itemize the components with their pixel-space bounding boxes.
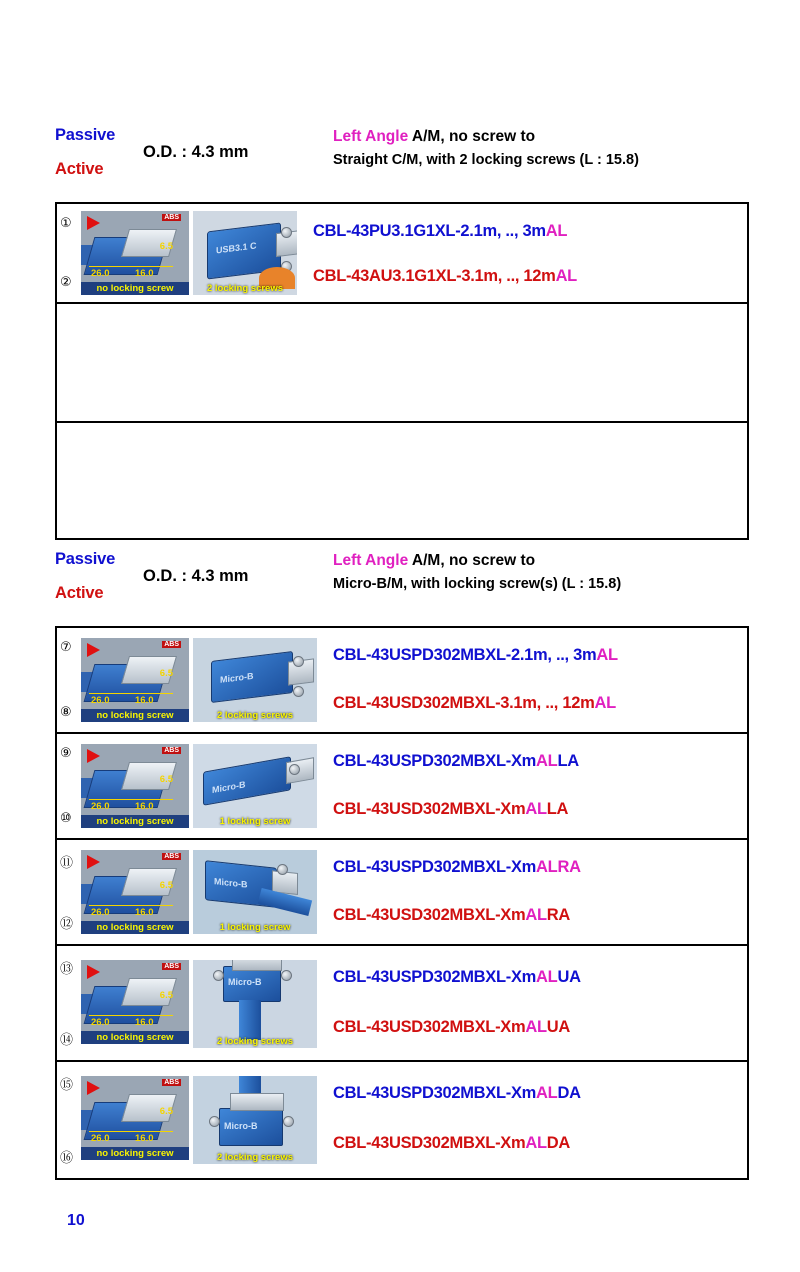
dimension-rule bbox=[89, 905, 173, 906]
table-row bbox=[57, 1062, 747, 1178]
abs-badge: ABS bbox=[164, 963, 179, 970]
part-number-active bbox=[333, 1134, 570, 1153]
left-connector-photo-cell bbox=[79, 204, 191, 302]
row-number-top: ⑦ bbox=[60, 640, 72, 655]
part-number-active-base: CBL-43USD302MBXL-Xm bbox=[333, 1018, 526, 1036]
dimension-width: 26.0 bbox=[91, 907, 110, 918]
left-angle-highlight: Left Angle bbox=[333, 552, 409, 569]
connector-spec-line-1-rest: A/M, no screw to bbox=[408, 128, 536, 145]
part-number-cell bbox=[319, 734, 747, 838]
row-number-top: ⑪ bbox=[60, 856, 74, 871]
connector-spec-line-1-rest: A/M, no screw to bbox=[408, 552, 536, 569]
dimension-width: 26.0 bbox=[91, 801, 110, 812]
part-number-active-base: CBL-43USD302MBXL-Xm bbox=[333, 906, 526, 924]
row-number-bottom: ⑭ bbox=[60, 1033, 74, 1048]
right-connector-photo-cell bbox=[191, 204, 299, 302]
left-connector-photo-cell bbox=[79, 1062, 191, 1178]
locking-screw bbox=[293, 656, 304, 667]
part-number-active-suffix: AL bbox=[555, 267, 577, 285]
part-number-active-suffix: AL bbox=[525, 800, 547, 818]
abs-badge: ABS bbox=[164, 641, 179, 648]
row-index-cell bbox=[57, 840, 79, 944]
row-number-top: ① bbox=[60, 216, 72, 231]
part-number-passive-base: CBL-43USPD302MBXL-Xm bbox=[333, 858, 537, 876]
micro-b-connector-photo bbox=[193, 1076, 317, 1164]
arrow-icon bbox=[87, 216, 100, 230]
right-connector-photo-cell bbox=[191, 304, 299, 421]
page-number: 10 bbox=[67, 1212, 85, 1229]
arrow-icon bbox=[87, 1081, 100, 1095]
part-number-passive bbox=[313, 222, 567, 241]
row-number-bottom: ⑯ bbox=[60, 1151, 74, 1166]
part-number-passive bbox=[333, 646, 618, 665]
row-number-bottom: ⑩ bbox=[60, 811, 72, 826]
cable-jacket bbox=[239, 1000, 261, 1040]
dimension-height: 6.5 bbox=[159, 1106, 173, 1117]
row-index-cell bbox=[57, 423, 79, 538]
section-1-table bbox=[55, 202, 749, 540]
part-number-passive-suffix: AL bbox=[596, 646, 618, 664]
connector-label: Micro-B bbox=[212, 779, 246, 796]
photo-caption: no locking screw bbox=[81, 815, 189, 828]
passive-label: Passive bbox=[55, 550, 116, 568]
usb-a-plug-photo bbox=[81, 850, 189, 934]
section-2-header bbox=[55, 550, 755, 622]
part-number-active bbox=[333, 1018, 570, 1037]
dimension-width-2: 16.0 bbox=[135, 907, 154, 918]
part-number-passive-suffix: AL bbox=[536, 968, 558, 986]
table-row bbox=[57, 204, 747, 304]
dimension-height: 6.5 bbox=[159, 668, 173, 679]
part-number-passive-suffix: AL bbox=[536, 858, 558, 876]
arrow-icon bbox=[87, 855, 100, 869]
part-number-passive-suffix: AL bbox=[536, 1084, 558, 1102]
micro-b-connector-photo bbox=[193, 850, 317, 934]
arrow-icon bbox=[87, 643, 100, 657]
part-number-passive-code: RA bbox=[557, 858, 581, 876]
connector-shell bbox=[203, 756, 291, 806]
locking-screw bbox=[283, 1116, 294, 1127]
part-number-active bbox=[333, 906, 570, 925]
photo-caption: 2 locking screws bbox=[216, 710, 294, 721]
part-number-cell bbox=[319, 628, 747, 732]
connector-tip bbox=[232, 960, 282, 971]
abs-badge: ABS bbox=[164, 853, 179, 860]
dimension-height: 6.5 bbox=[159, 241, 173, 252]
dimension-width: 26.0 bbox=[91, 1133, 110, 1144]
part-number-cell bbox=[319, 1062, 747, 1178]
part-number-cell bbox=[319, 840, 747, 944]
photo-caption: no locking screw bbox=[81, 921, 189, 934]
left-angle-highlight: Left Angle bbox=[333, 128, 409, 145]
row-index-cell bbox=[57, 628, 79, 732]
locking-screw bbox=[281, 970, 292, 981]
left-connector-photo-cell bbox=[79, 946, 191, 1060]
connector-spec-line-2: Micro-B/M, with locking screw(s) (L : 15.8) bbox=[333, 576, 622, 592]
dimension-width-2: 16.0 bbox=[135, 801, 154, 812]
part-number-passive-base: CBL-43USPD302MBXL-Xm bbox=[333, 968, 537, 986]
connector-label: Micro-B bbox=[214, 876, 248, 890]
abs-badge: ABS bbox=[164, 214, 179, 221]
row-number-bottom: ⑫ bbox=[60, 917, 74, 932]
photo-caption: 2 locking screws bbox=[216, 1036, 294, 1047]
locking-screw bbox=[289, 764, 300, 775]
section-2-table bbox=[55, 626, 749, 1180]
part-number-active-base: CBL-43USD302MBXL-Xm bbox=[333, 1134, 526, 1152]
part-number-cell bbox=[299, 423, 747, 538]
dimension-width-2: 16.0 bbox=[135, 268, 154, 279]
right-connector-photo-cell bbox=[191, 840, 319, 944]
part-number-active-code: DA bbox=[546, 1134, 570, 1152]
dimension-width-2: 16.0 bbox=[135, 695, 154, 706]
left-connector-photo-cell bbox=[79, 734, 191, 838]
part-number-passive-suffix: AL bbox=[536, 752, 558, 770]
part-number-active bbox=[333, 800, 568, 819]
part-number-cell bbox=[319, 946, 747, 1060]
dimension-width-2: 16.0 bbox=[135, 1017, 154, 1028]
part-number-active-suffix: AL bbox=[525, 1018, 547, 1036]
dimension-height: 6.5 bbox=[159, 774, 173, 785]
part-number-active bbox=[333, 694, 616, 713]
photo-caption: no locking screw bbox=[81, 709, 189, 722]
row-number-bottom: ⑧ bbox=[60, 705, 72, 720]
part-number-passive bbox=[333, 752, 579, 771]
part-number-passive bbox=[333, 1084, 581, 1103]
micro-b-connector-photo bbox=[193, 960, 317, 1048]
row-number-top: ⑨ bbox=[60, 746, 72, 761]
dimension-height: 6.5 bbox=[159, 880, 173, 891]
locking-screw bbox=[213, 970, 224, 981]
outer-diameter-label: O.D. : 4.3 mm bbox=[143, 143, 249, 161]
connector-tip bbox=[230, 1093, 284, 1111]
table-row bbox=[57, 946, 747, 1062]
usb-c-connector-photo bbox=[193, 211, 297, 295]
dimension-rule bbox=[89, 799, 173, 800]
part-number-passive-code: UA bbox=[557, 968, 581, 986]
connector-label: Micro-B bbox=[228, 977, 262, 987]
row-index-cell bbox=[57, 734, 79, 838]
part-number-active bbox=[313, 267, 577, 286]
part-number-active-base: CBL-43USD302MBXL-Xm bbox=[333, 800, 526, 818]
part-number-active-suffix: AL bbox=[525, 906, 547, 924]
part-number-passive-base: CBL-43USPD302MBXL-Xm bbox=[333, 1084, 537, 1102]
table-row bbox=[57, 423, 747, 538]
usb-a-plug-photo bbox=[81, 1076, 189, 1160]
part-number-passive-base: CBL-43PU3.1G1XL-2.1m, .., 3m bbox=[313, 222, 546, 240]
row-number-top: ⑬ bbox=[60, 962, 74, 977]
part-number-active-suffix: AL bbox=[594, 694, 616, 712]
usb-a-plug-photo bbox=[81, 638, 189, 722]
abs-badge: ABS bbox=[164, 747, 179, 754]
locking-screw bbox=[209, 1116, 220, 1127]
outer-diameter-label: O.D. : 4.3 mm bbox=[143, 567, 249, 585]
row-index-cell bbox=[57, 1062, 79, 1178]
photo-caption: 2 locking screws bbox=[216, 1152, 294, 1163]
part-number-active-base: CBL-43AU3.1G1XL-3.1m, .., 12m bbox=[313, 267, 556, 285]
table-row bbox=[57, 304, 747, 423]
left-connector-photo-cell bbox=[79, 423, 191, 538]
part-number-active-base: CBL-43USD302MBXL-3.1m, .., 12m bbox=[333, 694, 595, 712]
usb-a-plug-photo bbox=[81, 744, 189, 828]
connector-spec-line-2: Straight C/M, with 2 locking screws (L : 15.8) bbox=[333, 152, 639, 168]
part-number-passive-code: LA bbox=[557, 752, 579, 770]
dimension-width: 26.0 bbox=[91, 1017, 110, 1028]
connector-label: USB3.1 C bbox=[216, 240, 257, 256]
locking-screw bbox=[293, 686, 304, 697]
right-connector-photo-cell bbox=[191, 1062, 319, 1178]
dimension-width: 26.0 bbox=[91, 268, 110, 279]
table-row bbox=[57, 734, 747, 840]
active-label: Active bbox=[55, 584, 104, 602]
micro-b-connector-photo bbox=[193, 744, 317, 828]
row-index-cell bbox=[57, 304, 79, 421]
passive-label: Passive bbox=[55, 126, 116, 144]
table-row bbox=[57, 840, 747, 946]
section-1-header bbox=[55, 126, 755, 198]
photo-caption: 1 locking screw bbox=[219, 922, 291, 933]
locking-screw bbox=[277, 864, 288, 875]
abs-badge: ABS bbox=[164, 1079, 179, 1086]
part-number-active-code: RA bbox=[546, 906, 570, 924]
part-number-passive-code: DA bbox=[557, 1084, 581, 1102]
photo-caption: no locking screw bbox=[81, 1031, 189, 1044]
arrow-icon bbox=[87, 749, 100, 763]
connector-spec-line-1 bbox=[333, 552, 535, 570]
part-number-cell bbox=[299, 204, 747, 302]
table-row bbox=[57, 628, 747, 734]
connector-label: Micro-B bbox=[220, 670, 254, 685]
row-index-cell bbox=[57, 204, 79, 302]
photo-caption: no locking screw bbox=[81, 1147, 189, 1160]
right-connector-photo-cell bbox=[191, 946, 319, 1060]
dimension-rule bbox=[89, 1015, 173, 1016]
usb-a-plug-photo bbox=[81, 211, 189, 295]
row-number-top: ⑮ bbox=[60, 1078, 74, 1093]
part-number-active-code: UA bbox=[546, 1018, 570, 1036]
dimension-rule bbox=[89, 693, 173, 694]
dimension-width-2: 16.0 bbox=[135, 1133, 154, 1144]
connector-shell bbox=[211, 651, 293, 703]
row-index-cell bbox=[57, 946, 79, 1060]
dimension-height: 6.5 bbox=[159, 990, 173, 1001]
part-number-passive bbox=[333, 858, 581, 877]
part-number-active-code: LA bbox=[546, 800, 569, 818]
dimension-width: 26.0 bbox=[91, 695, 110, 706]
photo-caption: 1 locking screw bbox=[219, 816, 291, 827]
part-number-passive bbox=[333, 968, 581, 987]
right-connector-photo-cell bbox=[191, 628, 319, 732]
right-connector-photo-cell bbox=[191, 423, 299, 538]
part-number-passive-base: CBL-43USPD302MBXL-Xm bbox=[333, 752, 537, 770]
active-label: Active bbox=[55, 160, 104, 178]
photo-caption: 2 locking screws bbox=[206, 283, 284, 294]
left-connector-photo-cell bbox=[79, 840, 191, 944]
connector-shell bbox=[223, 966, 281, 1002]
connector-shell bbox=[219, 1108, 283, 1146]
photo-caption: no locking screw bbox=[81, 282, 189, 295]
connector-label: Micro-B bbox=[224, 1121, 258, 1131]
part-number-cell bbox=[299, 304, 747, 421]
dimension-rule bbox=[89, 1131, 173, 1132]
left-connector-photo-cell bbox=[79, 628, 191, 732]
part-number-passive-base: CBL-43USPD302MBXL-2.1m, .., 3m bbox=[333, 646, 597, 664]
dimension-rule bbox=[89, 266, 173, 267]
part-number-active-suffix: AL bbox=[525, 1134, 547, 1152]
right-connector-photo-cell bbox=[191, 734, 319, 838]
micro-b-connector-photo bbox=[193, 638, 317, 722]
left-connector-photo-cell bbox=[79, 304, 191, 421]
usb-a-plug-photo bbox=[81, 960, 189, 1044]
row-number-bottom: ② bbox=[60, 275, 72, 290]
arrow-icon bbox=[87, 965, 100, 979]
connector-spec-line-1 bbox=[333, 128, 535, 146]
part-number-passive-suffix: AL bbox=[545, 222, 568, 240]
locking-screw bbox=[281, 227, 292, 238]
